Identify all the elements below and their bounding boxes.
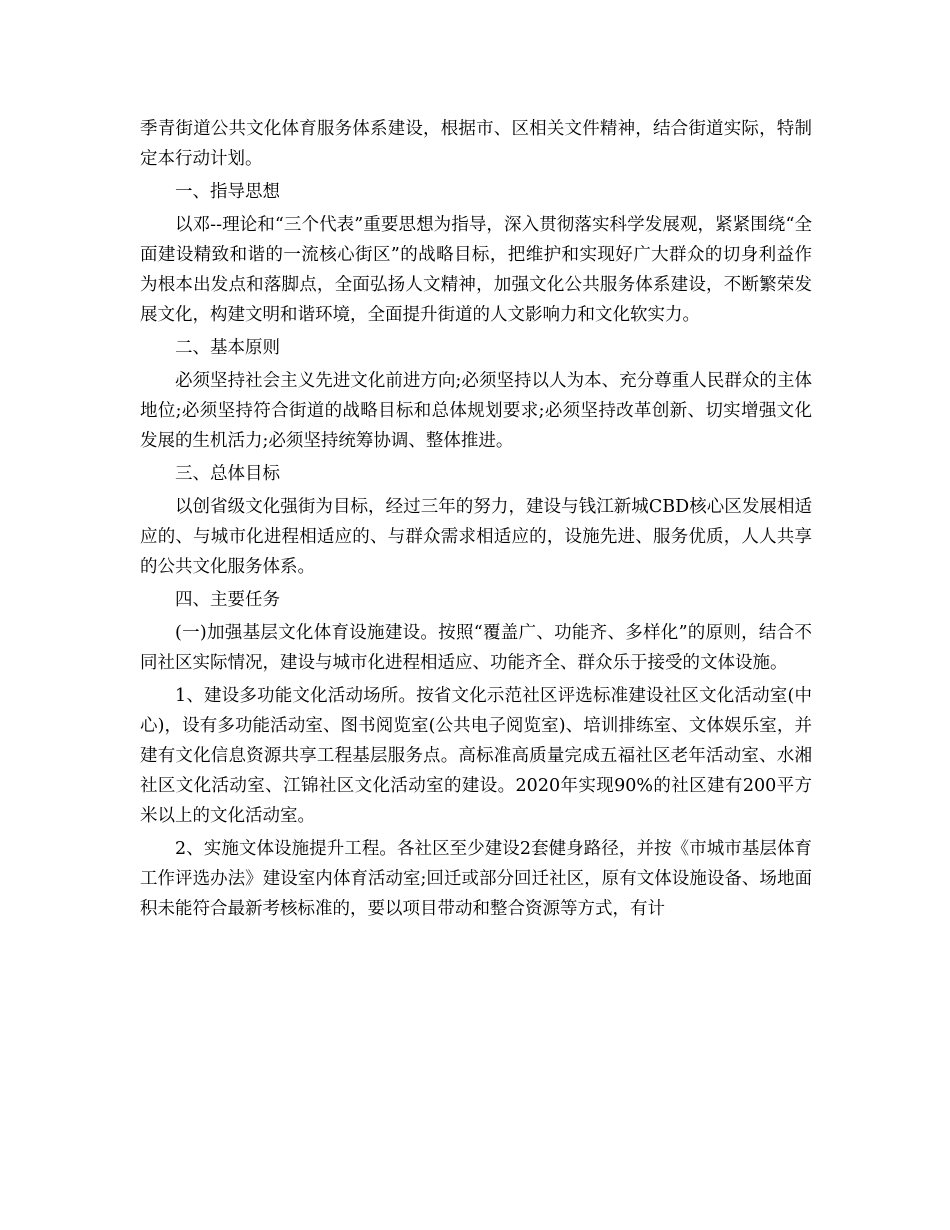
guiding-ideology-paragraph: 以邓--理论和“三个代表”重要思想为指导，深入贯彻落实科学发展观，紧紧围绕“全面建设精致和谐的一流核心街区”的战略目标，把维护和实现好广大群众的切身利益作为根本出发点和落脚点，全面弘扬人文精神，加强文化公共服务体系建设，不断繁荣发展文化，构建文明和谐环境，全面提升街道的人文影响力和文化软实力。 [140,215,812,325]
intro-paragraph: 季青街道公共文化体育服务体系建设，根据市、区相关文件精神，结合街道实际，特制定本行动计划。 [140,119,812,169]
task-1-paragraph: (一)加强基层文化体育设施建设。按照“覆盖广、功能齐、多样化”的原则，结合不同社区实际情况，建设与城市化进程相适应、功能齐全、群众乐于接受的文体设施。 [140,623,812,673]
section-heading-overall-goal: 三、总体目标 [175,464,280,484]
section-heading-guiding-ideology: 一、指导思想 [175,182,280,202]
document-body [140,114,812,927]
basic-principles-paragraph: 必须坚持社会主义先进文化前进方向;必须坚持以人为本、充分尊重人民群众的主体地位;必须坚持符合街道的战略目标和总体规划要求;必须坚持改革创新、切实增强文化发展的生机活力;必须坚持统筹协调、整体推进。 [140,371,812,451]
task-1-item-1-paragraph: 1、建设多功能文化活动场所。按省文化示范社区评选标准建设社区文化活动室(中心)，设有多功能活动室、图书阅览室(公共电子阅览室)、培训排练室、文体娱乐室，并建有文化信息资源共享工程基层服务点。高标准高质量完成五福社区老年活动室、水湘社区文化活动室、江锦社区文化活动室的建设。2020年实现90%的社区建有200平方米以上的文化活动室。 [140,686,812,826]
section-heading-basic-principles: 二、基本原则 [175,338,280,358]
section-heading-main-tasks: 四、主要任务 [175,590,280,610]
overall-goal-paragraph: 以创省级文化强街为目标，经过三年的努力，建设与钱江新城CBD核心区发展相适应的、与城市化进程相适应的、与群众需求相适应的，设施先进、服务优质，人人共享的公共文化服务体系。 [140,497,812,577]
task-1-item-2-paragraph: 2、实施文体设施提升工程。各社区至少建设2套健身路径，并按《市城市基层体育工作评选办法》建设室内体育活动室;回迁或部分回迁社区，原有文体设施设备、场地面积未能符合最新考核标准的，要以项目带动和整合资源等方式，有计 [140,839,812,919]
